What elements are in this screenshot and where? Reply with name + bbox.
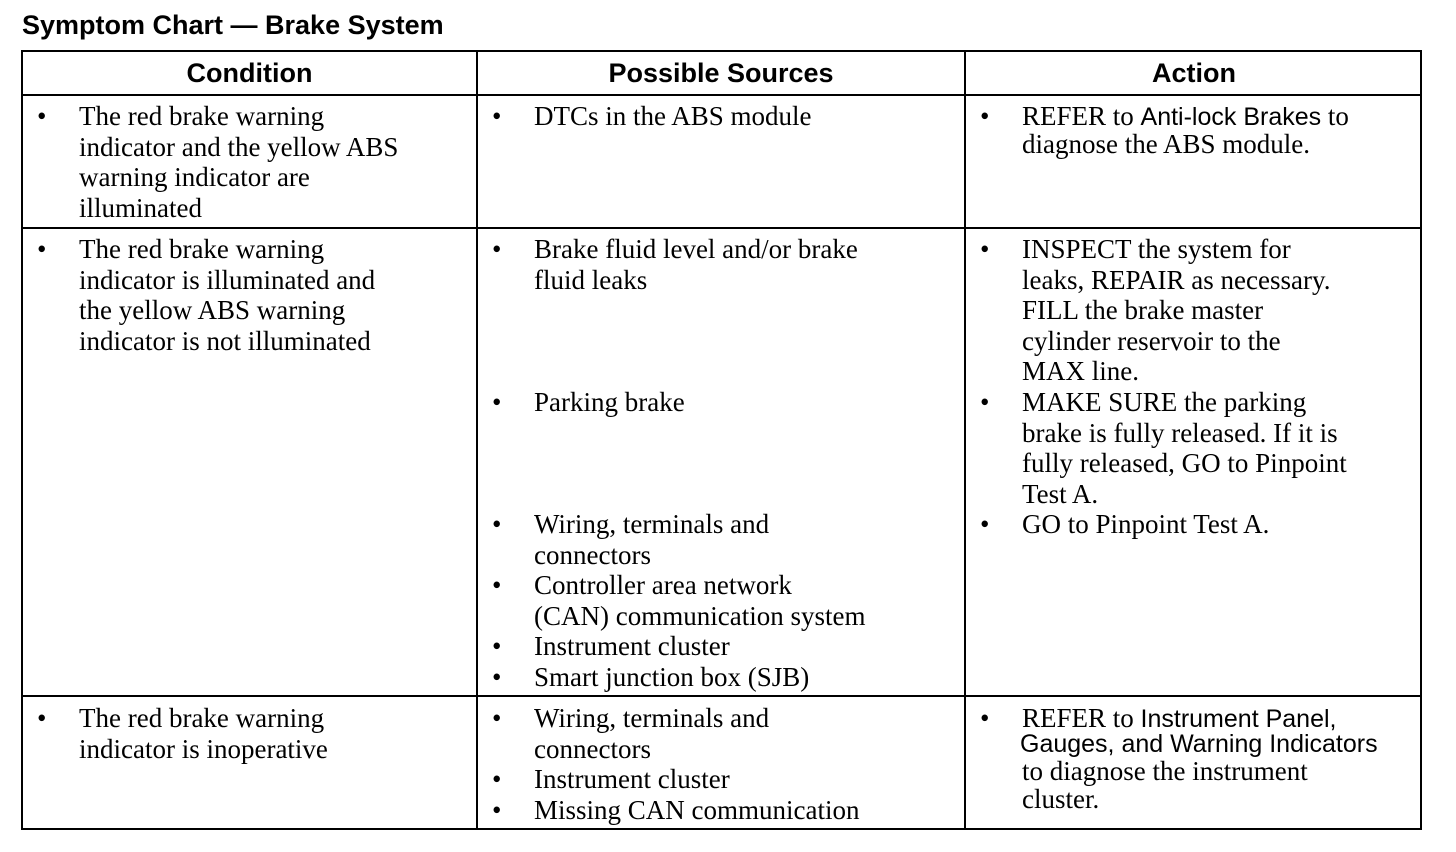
row-3-sources: • Wiring, terminals and connectors • Instrument cluster • Missing CAN communication	[492, 703, 860, 825]
header-divider	[23, 94, 1420, 96]
row-2-condition: • The red brake warning indicator is illuminated and the yellow ABS warning indicator is not illuminated	[37, 234, 376, 356]
column-divider-2	[964, 52, 966, 828]
column-divider-1	[476, 52, 478, 828]
header-condition: Condition	[186, 58, 313, 88]
row-divider-1	[23, 227, 1420, 229]
row-2-sources: • Brake fluid level and/or brake fluid leaks • Parking brake • Wiring, terminals and connectors • Controller area network (CAN) communication system • Instrument cluster • Smart junction box (SJB)	[492, 234, 866, 692]
row-3-condition: • The red brake warning indicator is inoperative	[37, 703, 328, 764]
crossref-instrument-panel: Instrument Panel,	[1140, 705, 1337, 733]
header-action: Action	[1152, 58, 1236, 88]
symptom-chart-table	[21, 50, 1422, 830]
row-1-condition: • The red brake warning indicator and the yellow ABS warning indicator are illuminated	[37, 101, 399, 223]
row-3-action: • REFER to Instrument Panel, Gauges, and Warning Indicators to diagnose the instrument cluster.	[980, 703, 1378, 814]
crossref-gauges-warning-indicators: Gauges, and Warning Indicators	[1020, 730, 1378, 758]
row-1-sources: • DTCs in the ABS module	[492, 101, 812, 131]
row-2-action: • INSPECT the system for leaks, REPAIR as necessary. FILL the brake master cylinder reservoir to the MAX line. • MAKE SURE the parking brake is fully released. If it is fully released, GO to Pinpoint Test A. • GO to Pinpoint Test A.	[980, 234, 1347, 539]
crossref-anti-lock-brakes: Anti-lock Brakes	[1140, 103, 1322, 131]
header-possible-sources: Possible Sources	[608, 58, 834, 88]
row-1-action: • REFER to Anti-lock Brakes to diagnose the ABS module.	[980, 101, 1349, 159]
page-title: Symptom Chart — Brake System	[22, 10, 444, 40]
row-divider-2	[23, 695, 1420, 697]
